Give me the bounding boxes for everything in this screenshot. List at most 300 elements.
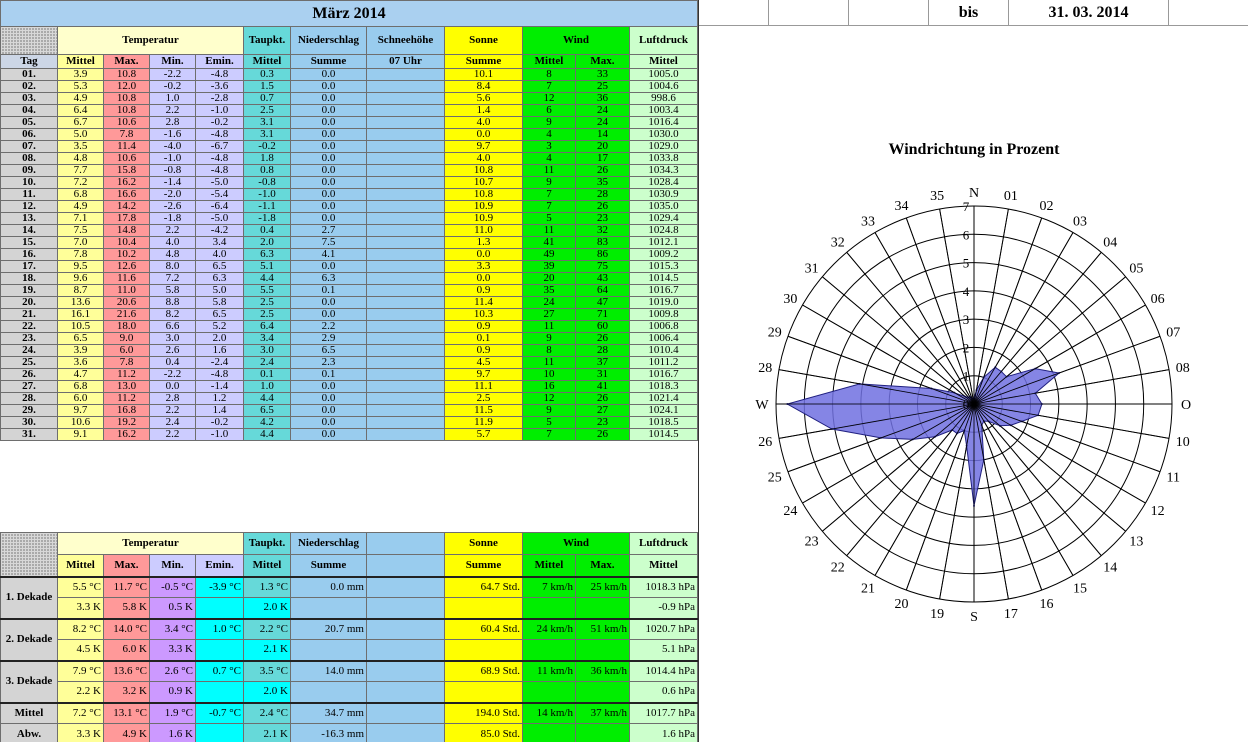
cell-luftdruck: 1003.4 xyxy=(630,105,698,117)
category-label: O xyxy=(1180,398,1192,413)
cell-temp-min: 2.2 xyxy=(150,429,196,441)
summary-min: -0.5 °C xyxy=(150,577,196,598)
cell-temp-min: -2.2 xyxy=(150,369,196,381)
cell-taupkt: 4.2 xyxy=(244,417,291,429)
cell-niederschlag: 0.0 xyxy=(291,213,367,225)
cell-wind-max: 41 xyxy=(576,381,630,393)
cell-schneehoehe xyxy=(367,321,445,333)
cell-schneehoehe xyxy=(367,225,445,237)
cell-temp-mittel: 4.9 xyxy=(58,201,104,213)
summary-min: 3.3 K xyxy=(150,640,196,661)
summary-wind-max xyxy=(576,724,630,742)
cell-day: 23. xyxy=(1,333,58,345)
cell-niederschlag: 2.7 xyxy=(291,225,367,237)
header-nieder-summe: Summe xyxy=(291,55,367,69)
cell-temp-min: -1.0 xyxy=(150,153,196,165)
cell-luftdruck: 1029.0 xyxy=(630,141,698,153)
summary-min: 3.4 °C xyxy=(150,619,196,640)
cell-temp-emin: -4.8 xyxy=(196,369,244,381)
cell-temp-min: 8.8 xyxy=(150,297,196,309)
cell-temp-mittel: 5.3 xyxy=(58,81,104,93)
summary-mittel: 2.2 K xyxy=(58,682,104,703)
category-label: 19 xyxy=(930,606,945,622)
cell-taupkt: -0.2 xyxy=(244,141,291,153)
category-label: 03 xyxy=(1073,214,1087,230)
summary-taupkt: 3.5 °C xyxy=(244,661,291,682)
cell-temp-min: -1.6 xyxy=(150,129,196,141)
cell-temp-max: 14.8 xyxy=(104,225,150,237)
cell-temp-emin: -6.4 xyxy=(196,201,244,213)
category-label: W xyxy=(755,398,769,413)
category-label: 26 xyxy=(758,434,773,450)
cell-temp-emin: -3.6 xyxy=(196,81,244,93)
sum-header-nieder-summe: Summe xyxy=(291,555,367,577)
cell-wind-mittel: 12 xyxy=(523,393,576,405)
cell-wind-mittel: 11 xyxy=(523,321,576,333)
summary-extra xyxy=(367,577,445,598)
summary-max: 4.9 K xyxy=(104,724,150,742)
cell-taupkt: 3.1 xyxy=(244,129,291,141)
cell-sonne: 0.9 xyxy=(445,321,523,333)
table-row xyxy=(1,93,698,105)
summary-taupkt: 2.4 °C xyxy=(244,703,291,724)
cell-taupkt: 2.5 xyxy=(244,297,291,309)
wind-panel xyxy=(698,0,1248,742)
cell-temp-min: 2.2 xyxy=(150,405,196,417)
sum-header-temp-max: Max. xyxy=(104,555,150,577)
cell-temp-max: 20.6 xyxy=(104,297,150,309)
summary-wind-max xyxy=(576,682,630,703)
cell-wind-mittel: 7 xyxy=(523,189,576,201)
cell-temp-max: 10.2 xyxy=(104,249,150,261)
cell-luftdruck: 1024.8 xyxy=(630,225,698,237)
sum-header-niederschlag: Niederschlag xyxy=(291,533,367,555)
summary-mittel: 3.3 K xyxy=(58,724,104,742)
summary-row xyxy=(1,703,698,724)
header-luftdruck-mittel: Mittel xyxy=(630,55,698,69)
category-label: 14 xyxy=(1103,560,1118,576)
cell-schneehoehe xyxy=(367,189,445,201)
table-row xyxy=(1,429,698,441)
cell-day: 27. xyxy=(1,381,58,393)
sum-header-sonne: Sonne xyxy=(445,533,523,555)
cell-sonne: 11.9 xyxy=(445,417,523,429)
cell-luftdruck: 1016.7 xyxy=(630,369,698,381)
cell-temp-max: 19.2 xyxy=(104,417,150,429)
cell-niederschlag: 4.1 xyxy=(291,249,367,261)
category-label: 21 xyxy=(861,581,875,597)
cell-niederschlag: 0.0 xyxy=(291,189,367,201)
cell-sonne: 10.8 xyxy=(445,165,523,177)
cell-sonne: 0.0 xyxy=(445,129,523,141)
cell-temp-emin: -5.4 xyxy=(196,189,244,201)
summary-wind-max: 36 km/h xyxy=(576,661,630,682)
summary-niederschlag: 34.7 mm xyxy=(291,703,367,724)
cell-day: 29. xyxy=(1,405,58,417)
header-wind-mittel: Mittel xyxy=(523,55,576,69)
summary-label: 2. Dekade xyxy=(1,619,58,661)
cell-niederschlag: 2.9 xyxy=(291,333,367,345)
cell-temp-mittel: 13.6 xyxy=(58,297,104,309)
cell-temp-mittel: 3.5 xyxy=(58,141,104,153)
cell-sonne: 9.7 xyxy=(445,141,523,153)
cell-wind-max: 23 xyxy=(576,213,630,225)
table-row xyxy=(1,177,698,189)
category-label: 13 xyxy=(1129,534,1144,550)
cell-temp-min: -1.8 xyxy=(150,213,196,225)
cell-temp-emin: 1.2 xyxy=(196,393,244,405)
cell-temp-mittel: 7.0 xyxy=(58,237,104,249)
table-row xyxy=(1,393,698,405)
cell-wind-mittel: 24 xyxy=(523,297,576,309)
table-row xyxy=(1,165,698,177)
cell-day: 08. xyxy=(1,153,58,165)
cell-niederschlag: 0.0 xyxy=(291,105,367,117)
cell-schneehoehe xyxy=(367,237,445,249)
summary-min: 0.9 K xyxy=(150,682,196,703)
cell-taupkt: -1.0 xyxy=(244,189,291,201)
category-label: 33 xyxy=(861,214,875,230)
summary-mittel: 7.2 °C xyxy=(58,703,104,724)
cell-wind-max: 26 xyxy=(576,393,630,405)
period-header xyxy=(699,0,1248,26)
cell-temp-max: 6.0 xyxy=(104,345,150,357)
cell-sonne: 10.9 xyxy=(445,213,523,225)
category-label: S xyxy=(970,610,978,625)
cell-day: 17. xyxy=(1,261,58,273)
cell-wind-mittel: 5 xyxy=(523,213,576,225)
category-label: 29 xyxy=(767,325,782,341)
summary-mittel: 8.2 °C xyxy=(58,619,104,640)
cell-luftdruck: 1035.0 xyxy=(630,201,698,213)
cell-temp-max: 10.6 xyxy=(104,117,150,129)
table-row xyxy=(1,309,698,321)
cell-temp-max: 21.6 xyxy=(104,309,150,321)
cell-day: 30. xyxy=(1,417,58,429)
cell-schneehoehe xyxy=(367,165,445,177)
radial-tick-label: 3 xyxy=(962,312,970,328)
sum-header-temp-mittel: Mittel xyxy=(58,555,104,577)
cell-niederschlag: 0.0 xyxy=(291,429,367,441)
cell-temp-mittel: 7.1 xyxy=(58,213,104,225)
cell-temp-max: 11.6 xyxy=(104,273,150,285)
summary-emin: -3.9 °C xyxy=(196,577,244,598)
cell-niederschlag: 0.0 xyxy=(291,393,367,405)
category-label: 04 xyxy=(1103,235,1118,251)
table-row xyxy=(1,213,698,225)
cell-temp-emin: -4.2 xyxy=(196,225,244,237)
cell-temp-emin: -2.4 xyxy=(196,357,244,369)
cell-day: 02. xyxy=(1,81,58,93)
cell-niederschlag: 0.0 xyxy=(291,141,367,153)
cell-temp-mittel: 6.0 xyxy=(58,393,104,405)
cell-luftdruck: 1015.3 xyxy=(630,261,698,273)
cell-sonne: 5.7 xyxy=(445,429,523,441)
cell-taupkt: 4.4 xyxy=(244,429,291,441)
cell-temp-emin: -4.8 xyxy=(196,69,244,81)
cell-wind-mittel: 11 xyxy=(523,357,576,369)
category-label: 01 xyxy=(1003,189,1018,205)
cell-temp-mittel: 7.2 xyxy=(58,177,104,189)
cell-luftdruck: 1016.4 xyxy=(630,117,698,129)
category-label: 16 xyxy=(1039,597,1054,613)
cell-temp-min: 6.6 xyxy=(150,321,196,333)
cell-schneehoehe xyxy=(367,117,445,129)
cell-luftdruck: 1034.3 xyxy=(630,165,698,177)
cell-temp-mittel: 6.8 xyxy=(58,381,104,393)
summary-wind-max: 51 km/h xyxy=(576,619,630,640)
summary-taupkt: 2.1 K xyxy=(244,640,291,661)
cell-day: 25. xyxy=(1,357,58,369)
cell-temp-min: 3.0 xyxy=(150,333,196,345)
cell-schneehoehe xyxy=(367,393,445,405)
cell-niederschlag: 6.5 xyxy=(291,345,367,357)
cell-day: 11. xyxy=(1,189,58,201)
cell-schneehoehe xyxy=(367,369,445,381)
cell-day: 09. xyxy=(1,165,58,177)
period-date: 31. 03. 2014 xyxy=(1009,0,1169,26)
cell-wind-max: 20 xyxy=(576,141,630,153)
cell-day: 22. xyxy=(1,321,58,333)
cell-temp-mittel: 7.7 xyxy=(58,165,104,177)
cell-temp-max: 11.2 xyxy=(104,369,150,381)
cell-day: 13. xyxy=(1,213,58,225)
summary-taupkt: 2.0 K xyxy=(244,682,291,703)
cell-temp-max: 17.8 xyxy=(104,213,150,225)
cell-temp-mittel: 6.7 xyxy=(58,117,104,129)
cell-temp-emin: 6.5 xyxy=(196,309,244,321)
summary-taupkt: 2.1 K xyxy=(244,724,291,742)
cell-temp-max: 12.6 xyxy=(104,261,150,273)
cell-temp-mittel: 5.0 xyxy=(58,129,104,141)
cell-taupkt: 2.5 xyxy=(244,309,291,321)
cell-niederschlag: 0.0 xyxy=(291,417,367,429)
cell-day: 06. xyxy=(1,129,58,141)
summary-niederschlag xyxy=(291,598,367,619)
cell-wind-max: 60 xyxy=(576,321,630,333)
category-label: 15 xyxy=(1073,581,1087,597)
table-row xyxy=(1,333,698,345)
table-row xyxy=(1,261,698,273)
cell-temp-emin: 6.3 xyxy=(196,273,244,285)
cell-temp-emin: -0.2 xyxy=(196,117,244,129)
cell-taupkt: -1.1 xyxy=(244,201,291,213)
summary-min: 1.6 K xyxy=(150,724,196,742)
cell-niederschlag: 6.3 xyxy=(291,273,367,285)
cell-taupkt: 0.1 xyxy=(244,369,291,381)
summary-luftdruck: 1017.7 hPa xyxy=(630,703,698,724)
summary-extra xyxy=(367,724,445,742)
cell-temp-mittel: 3.9 xyxy=(58,69,104,81)
table-row xyxy=(1,297,698,309)
wind-rose-chart xyxy=(699,26,1248,742)
table-row xyxy=(1,201,698,213)
category-label: 07 xyxy=(1166,325,1181,341)
sum-header-wind-max: Max. xyxy=(576,555,630,577)
summary-sonne: 64.7 Std. xyxy=(445,577,523,598)
cell-wind-max: 26 xyxy=(576,333,630,345)
cell-temp-mittel: 10.6 xyxy=(58,417,104,429)
table-row xyxy=(1,357,698,369)
cell-niederschlag: 0.0 xyxy=(291,261,367,273)
cell-temp-max: 11.0 xyxy=(104,285,150,297)
cell-luftdruck: 998.6 xyxy=(630,93,698,105)
cell-taupkt: 0.3 xyxy=(244,69,291,81)
cell-temp-max: 16.6 xyxy=(104,189,150,201)
cell-sonne: 10.1 xyxy=(445,69,523,81)
cell-temp-mittel: 3.9 xyxy=(58,345,104,357)
cell-day: 04. xyxy=(1,105,58,117)
table-row xyxy=(1,417,698,429)
cell-wind-max: 83 xyxy=(576,237,630,249)
cell-temp-max: 12.0 xyxy=(104,81,150,93)
cell-sonne: 1.3 xyxy=(445,237,523,249)
header-sonne-summe: Summe xyxy=(445,55,523,69)
cell-temp-min: 0.4 xyxy=(150,357,196,369)
header-schneehoehe: Schneehöhe xyxy=(367,27,445,55)
cell-sonne: 10.3 xyxy=(445,309,523,321)
summary-luftdruck: -0.9 hPa xyxy=(630,598,698,619)
cell-schneehoehe xyxy=(367,69,445,81)
daily-table xyxy=(0,0,698,465)
cell-temp-mittel: 6.4 xyxy=(58,105,104,117)
table-row xyxy=(1,237,698,249)
cell-schneehoehe xyxy=(367,105,445,117)
summary-extra xyxy=(367,640,445,661)
cell-temp-emin: 5.8 xyxy=(196,297,244,309)
cell-temp-min: -4.0 xyxy=(150,141,196,153)
cell-temp-min: -2.6 xyxy=(150,201,196,213)
cell-taupkt: 2.4 xyxy=(244,357,291,369)
summary-niederschlag: 14.0 mm xyxy=(291,661,367,682)
cell-temp-mittel: 16.1 xyxy=(58,309,104,321)
cell-wind-max: 23 xyxy=(576,417,630,429)
category-label: 06 xyxy=(1150,292,1165,307)
cell-sonne: 0.1 xyxy=(445,333,523,345)
cell-wind-mittel: 41 xyxy=(523,237,576,249)
summary-max: 11.7 °C xyxy=(104,577,150,598)
header-wind-max: Max. xyxy=(576,55,630,69)
cell-day: 05. xyxy=(1,117,58,129)
cell-day: 19. xyxy=(1,285,58,297)
summary-sonne: 194.0 Std. xyxy=(445,703,523,724)
header-sonne: Sonne xyxy=(445,27,523,55)
cell-temp-mittel: 10.5 xyxy=(58,321,104,333)
radial-tick-label: 1 xyxy=(962,368,970,384)
summary-luftdruck: 5.1 hPa xyxy=(630,640,698,661)
cell-temp-max: 11.4 xyxy=(104,141,150,153)
cell-schneehoehe xyxy=(367,81,445,93)
summary-extra xyxy=(367,682,445,703)
cell-wind-mittel: 9 xyxy=(523,333,576,345)
category-label: 28 xyxy=(758,361,773,377)
cell-luftdruck: 1009.8 xyxy=(630,309,698,321)
cell-wind-mittel: 9 xyxy=(523,177,576,189)
summary-sonne: 60.4 Std. xyxy=(445,619,523,640)
cell-schneehoehe xyxy=(367,333,445,345)
sum-header-wind-mittel: Mittel xyxy=(523,555,576,577)
header-temperatur: Temperatur xyxy=(58,27,244,55)
cell-day: 28. xyxy=(1,393,58,405)
cell-temp-max: 10.6 xyxy=(104,153,150,165)
radial-tick-label: 2 xyxy=(962,340,970,356)
summary-mittel: 3.3 K xyxy=(58,598,104,619)
category-label: 22 xyxy=(830,560,845,576)
cell-temp-max: 15.8 xyxy=(104,165,150,177)
cell-temp-min: 8.0 xyxy=(150,261,196,273)
cell-day: 31. xyxy=(1,429,58,441)
cell-wind-mittel: 11 xyxy=(523,225,576,237)
summary-extra xyxy=(367,619,445,640)
radial-tick-label: 0 xyxy=(962,397,970,412)
cell-niederschlag: 0.0 xyxy=(291,69,367,81)
cell-luftdruck: 1009.2 xyxy=(630,249,698,261)
sum-header-temp-emin: Emin. xyxy=(196,555,244,577)
summary-niederschlag: 0.0 mm xyxy=(291,577,367,598)
header-niederschlag: Niederschlag xyxy=(291,27,367,55)
cell-wind-mittel: 35 xyxy=(523,285,576,297)
cell-temp-emin: -2.8 xyxy=(196,93,244,105)
summary-mittel: 4.5 K xyxy=(58,640,104,661)
summary-emin: -0.7 °C xyxy=(196,703,244,724)
cell-schneehoehe xyxy=(367,297,445,309)
summary-sonne xyxy=(445,640,523,661)
cell-niederschlag: 0.0 xyxy=(291,297,367,309)
cell-sonne: 8.4 xyxy=(445,81,523,93)
cell-wind-max: 26 xyxy=(576,165,630,177)
cell-taupkt: 0.7 xyxy=(244,93,291,105)
cell-sonne: 4.0 xyxy=(445,117,523,129)
cell-temp-max: 13.0 xyxy=(104,381,150,393)
category-label: N xyxy=(968,186,980,201)
cell-luftdruck: 1033.8 xyxy=(630,153,698,165)
sum-header-luftdruck: Luftdruck xyxy=(630,533,698,555)
cell-wind-mittel: 8 xyxy=(523,69,576,81)
cell-temp-max: 14.2 xyxy=(104,201,150,213)
summary-wind-max: 37 km/h xyxy=(576,703,630,724)
cell-wind-max: 17 xyxy=(576,153,630,165)
summary-taupkt: 2.0 K xyxy=(244,598,291,619)
cell-sonne: 11.5 xyxy=(445,405,523,417)
summary-label: 1. Dekade xyxy=(1,577,58,619)
cell-temp-min: 4.8 xyxy=(150,249,196,261)
cell-sonne: 10.9 xyxy=(445,201,523,213)
cell-schneehoehe xyxy=(367,273,445,285)
cell-wind-max: 37 xyxy=(576,357,630,369)
cell-temp-mittel: 7.8 xyxy=(58,249,104,261)
header-luftdruck: Luftdruck xyxy=(630,27,698,55)
category-label: 31 xyxy=(804,261,819,277)
cell-temp-min: 2.8 xyxy=(150,393,196,405)
summary-niederschlag: -16.3 mm xyxy=(291,724,367,742)
summary-wind-mittel: 14 km/h xyxy=(523,703,576,724)
summary-mittel: 5.5 °C xyxy=(58,577,104,598)
cell-temp-max: 10.4 xyxy=(104,237,150,249)
cell-sonne: 0.9 xyxy=(445,345,523,357)
cell-sonne: 11.1 xyxy=(445,381,523,393)
cell-sonne: 0.0 xyxy=(445,273,523,285)
cell-temp-max: 10.8 xyxy=(104,93,150,105)
header-schnee-uhr: 07 Uhr xyxy=(367,55,445,69)
cell-temp-mittel: 4.8 xyxy=(58,153,104,165)
cell-taupkt: 2.0 xyxy=(244,237,291,249)
summary-row xyxy=(1,661,698,682)
cell-temp-max: 10.8 xyxy=(104,69,150,81)
cell-day: 03. xyxy=(1,93,58,105)
cell-wind-mittel: 49 xyxy=(523,249,576,261)
cell-temp-mittel: 8.7 xyxy=(58,285,104,297)
cell-niederschlag: 0.1 xyxy=(291,285,367,297)
